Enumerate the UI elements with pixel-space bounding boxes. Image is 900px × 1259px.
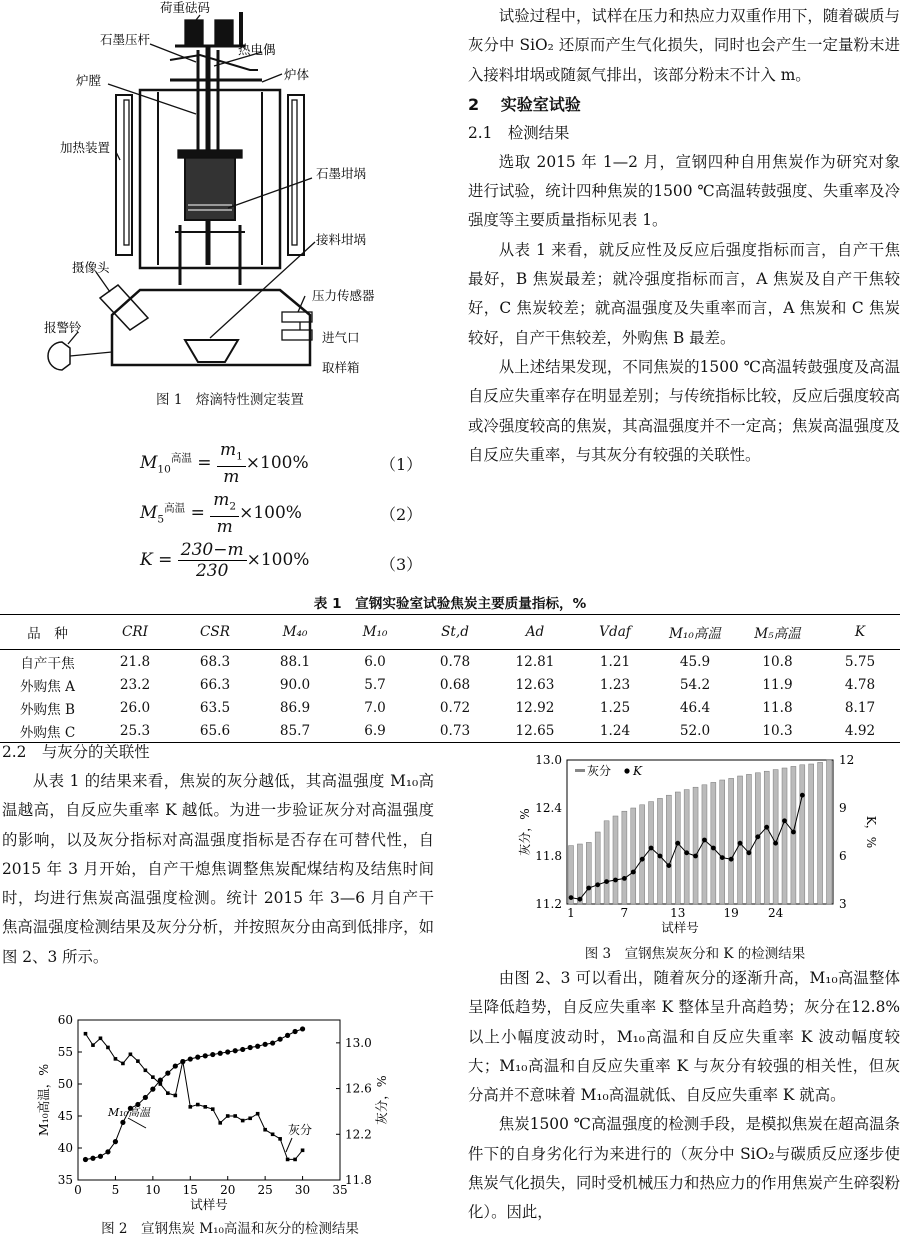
figure-1-caption: 图 1 熔滴特性测定装置 — [156, 392, 304, 408]
fraction: $\frac{m_2}{m}$ — [210, 490, 239, 537]
data-point-m10 — [188, 1056, 193, 1061]
x-tick-label: 10 — [145, 1183, 161, 1197]
data-point-m10 — [270, 1040, 275, 1045]
legend-swatch-ash — [575, 769, 585, 772]
data-point-m10 — [113, 1139, 118, 1144]
table-cell: 外购焦 B — [19, 701, 76, 718]
x-tick-label: 30 — [294, 1183, 311, 1197]
data-point-ash — [263, 1128, 267, 1132]
table-header-cell: M₄₀ — [255, 615, 335, 650]
table-cell: 0.68 — [439, 676, 471, 693]
y-right-tick-label: 9 — [839, 801, 847, 815]
data-point-k — [729, 857, 734, 862]
data-point-ash — [188, 1105, 192, 1109]
equation-number: （2） — [380, 505, 423, 524]
y-right-tick-label: 12.2 — [345, 1127, 372, 1142]
bar-ash — [631, 808, 636, 904]
data-point-ash — [106, 1046, 110, 1050]
table-row — [0, 673, 900, 696]
paragraph-continued: 试验过程中，试样在压力和热应力双重作用下，随着碳质与灰分中 SiO₂ 还原而产生气化损失，同时也会产生一定量粉末进入接料坩埚或随氮气排出，该部分粉末不计入 m。 — [468, 7, 900, 84]
data-point-k — [577, 897, 582, 902]
data-point-ash — [129, 1052, 133, 1056]
label-receiver-crucible: 接料坩埚 — [316, 232, 367, 247]
label-sample-box: 取样箱 — [322, 360, 360, 375]
y-left-axis-label: 灰分，% — [518, 808, 532, 856]
figure-2-caption: 图 2 宣钢焦炭 M₁₀高温和灰分的检测结果 — [101, 1221, 359, 1237]
data-point-ash — [99, 1036, 103, 1040]
table-cell: 1.24 — [575, 719, 655, 743]
table-cell: 10.8 — [762, 653, 793, 670]
table-cell: 1.23 — [599, 676, 631, 693]
table-cell: 25.3 — [95, 719, 175, 743]
bar-ash — [622, 811, 627, 904]
bar-ash — [800, 765, 805, 904]
data-point-m10 — [83, 1157, 88, 1162]
bar-ash — [729, 778, 734, 904]
y-right-tick-label: 12.6 — [345, 1081, 372, 1096]
x-tick-label: 35 — [332, 1183, 348, 1197]
table-cell: 65.6 — [175, 719, 255, 743]
data-point-k — [791, 830, 796, 835]
data-point-m10 — [165, 1071, 170, 1076]
y-right-tick-label: 12 — [839, 753, 855, 767]
bar-ash — [746, 774, 751, 904]
y-left-tick-label: 50 — [57, 1077, 73, 1091]
bar-ash — [640, 805, 645, 904]
equation-number: （3） — [380, 555, 423, 574]
right-column-bottom — [468, 964, 900, 1228]
data-point-ash — [226, 1114, 230, 1118]
table-cell: 10.3 — [735, 719, 820, 743]
data-point-m10 — [173, 1063, 178, 1068]
section-title: 实验室试验 — [500, 94, 581, 114]
label-heater: 加热装置 — [60, 140, 111, 155]
legend-label-ash: 灰分 — [587, 764, 612, 778]
table-cell: 0.78 — [439, 653, 471, 670]
data-point-k — [773, 841, 778, 846]
figure-3-chart — [515, 753, 878, 938]
data-point-m10 — [233, 1048, 238, 1053]
data-point-ash — [286, 1158, 290, 1162]
paragraph: 从上述结果发现，不同焦炭的1500 ℃高温转鼓强度及高温自反应失重率存在明显差别；与传统指标比较，反应后强度较高或冷强度较高的焦炭，其高温强度并不一定高；焦炭高温强度及自反应失重率，与其灰分有较强的关联性。 — [468, 357, 900, 464]
table-cell: 66.3 — [199, 676, 231, 693]
x-tick-label: 7 — [620, 906, 629, 920]
data-point-m10 — [225, 1049, 230, 1054]
data-point-k — [702, 838, 707, 843]
data-point-ash — [278, 1137, 282, 1141]
section-number: 2 — [468, 94, 480, 114]
x-tick-label: 0 — [74, 1183, 82, 1197]
table-cell: 4.78 — [844, 676, 876, 693]
bar-ash — [657, 798, 662, 904]
data-point-m10 — [263, 1042, 268, 1047]
table-cell: 12.81 — [515, 653, 555, 670]
data-point-k — [666, 863, 671, 868]
table-cell: 外购焦 C — [0, 719, 95, 743]
data-point-m10 — [218, 1051, 223, 1056]
data-point-ash — [256, 1112, 260, 1116]
data-point-ash — [196, 1103, 200, 1107]
data-point-k — [622, 876, 627, 881]
formula-lhs: $M_5^{高温}$ — [140, 502, 186, 526]
bar-ash — [613, 816, 618, 904]
bar-ash — [720, 780, 725, 904]
annotation-leader — [128, 1118, 146, 1128]
table-header-cell: CRI — [95, 615, 175, 650]
data-point-k — [720, 855, 725, 860]
y-left-tick-label: 40 — [57, 1141, 73, 1155]
series-line-m10 — [85, 1029, 302, 1160]
formula-lhs: $M_{10}^{高温}$ — [140, 452, 192, 476]
table-cell: 21.8 — [119, 653, 151, 670]
legend-swatch-k — [624, 768, 629, 773]
annotation-leader — [286, 1138, 292, 1152]
table-cell: 7.0 — [364, 699, 386, 716]
y-left-tick-label: 12.4 — [535, 801, 562, 815]
table-cell: 46.4 — [679, 699, 711, 716]
table-cell: 6.0 — [364, 653, 386, 670]
table-cell: 11.9 — [762, 676, 793, 693]
data-point-ash — [203, 1105, 207, 1109]
data-point-m10 — [248, 1045, 253, 1050]
table-1 — [0, 614, 900, 743]
table-cell: 23.2 — [119, 676, 151, 693]
data-point-k — [595, 882, 600, 887]
data-point-ash — [159, 1082, 163, 1086]
data-point-ash — [233, 1114, 237, 1118]
data-point-m10 — [285, 1033, 290, 1038]
bar-ash — [738, 776, 743, 904]
data-point-m10 — [105, 1149, 110, 1154]
table-cell: 52.0 — [655, 719, 735, 743]
data-point-ash — [174, 1094, 178, 1098]
section-heading-2 — [468, 90, 900, 119]
data-point-k — [675, 841, 680, 846]
data-point-k — [711, 846, 716, 851]
table-cell: 0.72 — [439, 699, 471, 716]
y-left-axis-label: M₁₀高温，% — [36, 1063, 51, 1137]
label-graphite-crucible: 石墨坩埚 — [316, 166, 367, 181]
label-furnace-body: 炉体 — [284, 67, 310, 82]
bar-ash — [693, 787, 698, 904]
bar-ash — [711, 782, 716, 904]
table-cell: 5.7 — [364, 676, 386, 693]
table-cell: 68.3 — [199, 653, 231, 670]
table-cell: 4.92 — [820, 719, 900, 743]
table-cell: 1.21 — [599, 653, 631, 670]
y-left-tick-label: 55 — [57, 1045, 73, 1059]
table-header-cell: 品 种 — [0, 615, 95, 650]
label-thermocouple: 热电偶 — [238, 42, 276, 57]
table-header-cell: Vdaf — [575, 615, 655, 650]
bar-ash — [684, 790, 689, 904]
data-point-k — [569, 895, 574, 900]
formula-2: $M_5^{高温}$ = $\frac{m_2}{m}$ ×100% （2） — [140, 490, 423, 538]
table-cell: 12.63 — [515, 676, 555, 693]
data-point-k — [764, 825, 769, 830]
label-gas-inlet: 进气口 — [322, 330, 360, 345]
bar-ash — [818, 762, 823, 904]
label-camera: 摄像头 — [72, 260, 110, 275]
table-row — [0, 650, 900, 674]
bar-ash — [809, 764, 814, 904]
x-axis-label: 试样号 — [661, 920, 699, 935]
table-cell: 26.0 — [119, 699, 151, 716]
table-header-cell: K — [820, 615, 900, 650]
data-point-k — [613, 878, 618, 883]
table-row — [0, 696, 900, 719]
y-left-tick-label: 11.2 — [535, 897, 562, 911]
bar-ash — [649, 802, 654, 904]
bar-ash — [586, 842, 591, 904]
fraction: $\frac{230-m}{230}$ — [178, 540, 247, 581]
legend-label-k: K — [633, 764, 642, 778]
data-point-ash — [241, 1119, 245, 1123]
data-point-k — [640, 857, 645, 862]
data-point-m10 — [278, 1037, 283, 1042]
annotation-ash: 灰分 — [288, 1123, 313, 1137]
table-cell: 11.8 — [762, 699, 793, 716]
data-point-m10 — [203, 1053, 208, 1058]
table-cell: 85.7 — [255, 719, 335, 743]
table-cell: 6.9 — [335, 719, 415, 743]
table-cell: 90.0 — [279, 676, 311, 693]
y-left-tick-label: 13.0 — [535, 753, 562, 767]
table-cell: 63.5 — [199, 699, 231, 716]
data-point-ash — [218, 1121, 222, 1125]
x-tick-label: 1 — [567, 906, 575, 920]
table-1-title: 表 1 宣钢实验室试验焦炭主要质量指标，% — [313, 596, 587, 612]
table-cell: 88.1 — [279, 653, 311, 670]
bar-ash — [577, 844, 582, 904]
right-column-top — [468, 2, 900, 470]
plot-frame — [78, 1020, 340, 1180]
table-cell: 54.2 — [679, 676, 711, 693]
data-point-ash — [121, 1062, 125, 1066]
data-point-k — [604, 879, 609, 884]
data-point-m10 — [143, 1095, 148, 1100]
data-point-ash — [151, 1075, 155, 1079]
x-tick-label: 13 — [670, 906, 686, 920]
equation-number: （1） — [380, 455, 423, 474]
y-left-tick-label: 35 — [57, 1173, 73, 1187]
paragraph: 从表 1 来看，就反应性及反应后强度指标而言，自产干焦最好，B 焦炭最差；就冷强度指标而言，A 焦炭及自产干焦较好，C 焦炭较差；就高温强度及失重率而言，A 焦炭和 C 焦炭较好，自产干焦较差，外购焦 B 最差。 — [468, 240, 900, 347]
table-cell: 自产干焦 — [20, 655, 75, 672]
y-left-tick-label: 11.8 — [535, 849, 562, 863]
paragraph: 选取 2015 年 1—2 月，宣钢四种自用焦炭作为研究对象进行试验，统计四种焦炭的1500 ℃高温转鼓强度、失重率及冷强度等主要质量指标见表 1。 — [468, 152, 900, 230]
table-cell: 86.9 — [279, 699, 311, 716]
figure-2 — [30, 1012, 430, 1242]
x-tick-label: 19 — [723, 906, 739, 920]
bar-ash — [791, 766, 796, 904]
fraction: $\frac{m_1}{m}$ — [217, 440, 246, 487]
data-point-m10 — [255, 1044, 260, 1049]
bar-ash — [773, 770, 778, 904]
data-point-m10 — [292, 1029, 297, 1034]
y-right-axis-label: 灰分，% — [374, 1075, 389, 1125]
data-point-m10 — [150, 1087, 155, 1092]
table-cell: 12.92 — [515, 699, 555, 716]
table-cell: 12.65 — [495, 719, 575, 743]
y-right-tick-label: 11.8 — [345, 1173, 372, 1187]
data-point-k — [755, 834, 760, 839]
data-point-ash — [114, 1057, 118, 1061]
paragraph: 由图 2、3 可以看出，随着灰分的逐渐升高，M₁₀高温整体呈降低趋势，自反应失重率 K 整体呈升高趋势；灰分在12.8% 以上小幅度波动时，M₁₀高温和自反应失重率 K 波动幅度较大；M₁₀高温和自反应失重率 K 与灰分有较强的相关性，但灰分高并不意味着 M₁₀高温就低、自反应失重率 K 就高。 — [468, 969, 900, 1105]
data-point-ash — [166, 1091, 170, 1095]
data-point-ash — [248, 1116, 252, 1120]
table-header-cell: M₁₀高温 — [655, 615, 735, 650]
data-point-k — [684, 850, 689, 855]
table-header-cell: CSR — [175, 615, 255, 650]
data-point-ash — [91, 1043, 95, 1047]
bar-ash — [604, 821, 609, 904]
x-tick-label: 20 — [220, 1183, 236, 1197]
y-left-tick-label: 45 — [57, 1109, 73, 1123]
annotation-m10: M₁₀高温 — [108, 1106, 151, 1119]
data-point-k — [800, 793, 805, 798]
figure-3 — [515, 753, 878, 966]
figure-3-caption: 图 3 宣钢焦炭灰分和 K 的检测结果 — [584, 946, 806, 962]
x-tick-label: 15 — [182, 1183, 198, 1197]
x-tick-label: 25 — [257, 1183, 273, 1197]
bar-ash — [782, 768, 787, 904]
data-point-m10 — [210, 1052, 215, 1057]
table-cell: 外购焦 A — [20, 678, 75, 695]
table-header-cell: M₅高温 — [735, 615, 820, 650]
data-point-m10 — [240, 1047, 245, 1052]
paragraph: 从表 1 的结果来看，焦炭的灰分越低，其高温强度 M₁₀高温越高，自反应失重率 K 越低。为进一步验证灰分对高温强度的影响，以及灰分指标对高温强度指标是否存在可替代性，自 2015 年 3 月开始，自产干熄焦调整焦炭配煤结构及结焦时间时，均进行焦炭高温强度检测。统计 2015 年 3—6 月自产干焦高温强度检测结果及灰分分析，并按照灰分由高到低排序，如图 2、3 所示。 — [2, 772, 434, 966]
figure-2-chart — [30, 1012, 430, 1212]
label-rod: 石墨压杆 — [100, 32, 151, 47]
data-point-k — [747, 850, 752, 855]
data-point-ash — [301, 1148, 305, 1152]
bar-ash — [764, 771, 769, 904]
table-header-cell: M₁₀ — [335, 615, 415, 650]
formula-1: $M_{10}^{高温}$ = $\frac{m_1}{m}$ ×100% （1） — [140, 440, 423, 488]
x-tick-label: 5 — [111, 1183, 120, 1197]
label-alarm: 报警铃 — [44, 320, 82, 335]
bar-ash — [827, 760, 832, 904]
data-point-ash — [136, 1059, 140, 1063]
subsection-heading-2-2: 2.2 与灰分的关联性 — [2, 743, 150, 761]
x-tick-label: 24 — [767, 906, 784, 920]
table-cell: 1.25 — [599, 699, 631, 716]
label-chamber: 炉膛 — [76, 73, 102, 88]
data-point-k — [738, 841, 743, 846]
data-point-m10 — [98, 1154, 103, 1159]
data-point-ash — [181, 1059, 185, 1063]
data-point-m10 — [195, 1055, 200, 1060]
subsection-heading-2-1: 2.1 检测结果 — [468, 123, 570, 142]
data-point-ash — [211, 1107, 215, 1111]
formulas — [0, 440, 460, 590]
table-cell: 8.17 — [844, 699, 876, 716]
x-axis-label: 试样号 — [190, 1197, 228, 1212]
table-header-cell: St,d — [415, 615, 495, 650]
data-point-k — [658, 854, 663, 859]
data-point-k — [693, 854, 698, 859]
y-right-tick-label: 3 — [839, 897, 847, 911]
data-point-m10 — [300, 1026, 305, 1031]
y-right-tick-label: 13.0 — [345, 1035, 372, 1050]
bar-ash — [595, 832, 600, 904]
table-cell: 5.75 — [844, 653, 876, 670]
paragraph: 焦炭1500 ℃高温强度的检测手段，是模拟焦炭在超高温条件下的自身劣化行为来进行的（灰分中 SiO₂与碳质反应逐步使焦炭气化损失，同时受机械压力和热应力的作用焦炭产生碎裂粉化）。因此， — [468, 1115, 900, 1222]
data-point-ash — [271, 1132, 275, 1136]
data-point-m10 — [120, 1120, 125, 1125]
melt-drip-apparatus-diagram — [0, 0, 460, 395]
bar-ash — [666, 795, 671, 904]
figure-1 — [0, 0, 460, 412]
table-cell: 0.73 — [415, 719, 495, 743]
series-line-ash — [85, 1034, 302, 1160]
data-point-k — [586, 886, 591, 891]
data-point-k — [631, 870, 636, 875]
table-header-cell: Ad — [495, 615, 575, 650]
data-point-k — [782, 818, 787, 823]
data-point-ash — [84, 1032, 88, 1036]
left-column-bottom — [2, 738, 434, 972]
y-right-tick-label: 6 — [839, 849, 847, 863]
data-point-k — [649, 846, 654, 851]
bar-ash — [702, 785, 707, 904]
label-weight: 荷重砝码 — [160, 0, 211, 15]
data-point-ash — [293, 1158, 297, 1162]
quality-index-table — [0, 614, 900, 743]
formula-lhs: K — [140, 550, 153, 570]
y-left-tick-label: 60 — [57, 1013, 73, 1027]
y-right-axis-label: K，% — [864, 815, 878, 849]
data-point-ash — [144, 1068, 148, 1072]
data-point-m10 — [90, 1156, 95, 1161]
table-cell: 45.9 — [679, 653, 711, 670]
label-pressure-sensor: 压力传感器 — [312, 288, 375, 303]
formula-3: K = $\frac{230-m}{230}$ ×100% （3） — [140, 540, 423, 581]
